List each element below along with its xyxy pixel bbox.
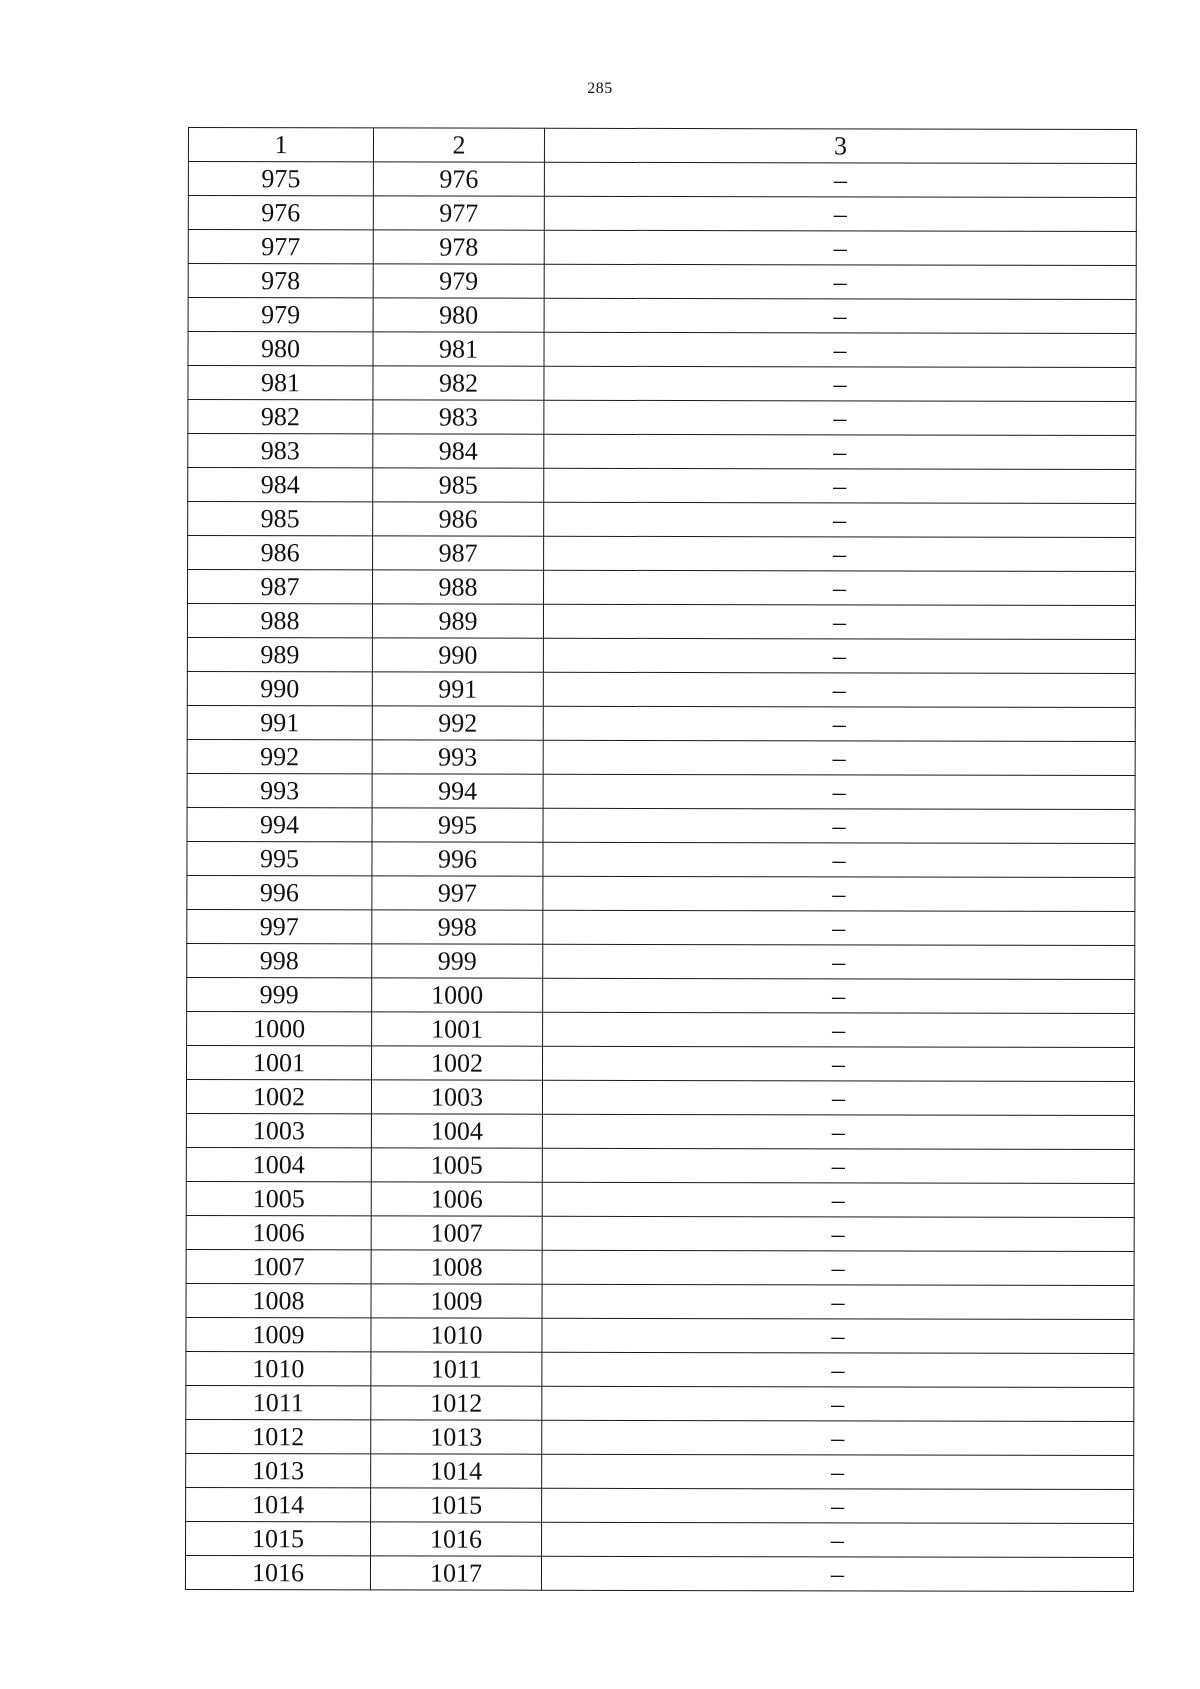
row-cell-col1: 996 bbox=[187, 875, 372, 909]
row-cell-col3: – bbox=[544, 298, 1136, 333]
row-cell-col1: 990 bbox=[187, 671, 372, 705]
row-cell-col1: 998 bbox=[187, 943, 372, 977]
row-cell-col2: 986 bbox=[373, 502, 544, 536]
page-number: 285 bbox=[587, 80, 613, 97]
row-cell-col1: 982 bbox=[188, 400, 373, 434]
table-row bbox=[186, 1215, 1134, 1251]
row-cell-col1: 1010 bbox=[186, 1351, 371, 1385]
table-row bbox=[188, 468, 1136, 504]
table-row bbox=[186, 1453, 1134, 1489]
row-cell-col2: 977 bbox=[373, 196, 544, 230]
row-cell-col2: 1008 bbox=[371, 1250, 542, 1284]
table-body bbox=[185, 128, 1136, 1592]
row-cell-col3: – bbox=[544, 570, 1136, 605]
row-cell-col1: 999 bbox=[187, 977, 372, 1011]
row-cell-col3: – bbox=[542, 1522, 1134, 1557]
table-row bbox=[188, 400, 1136, 436]
table-row bbox=[186, 1521, 1134, 1557]
row-cell-col3: – bbox=[544, 400, 1136, 435]
row-cell-col3: – bbox=[544, 332, 1136, 367]
table-row bbox=[188, 162, 1136, 198]
row-cell-col1: 1015 bbox=[186, 1521, 371, 1555]
row-cell-col1: 975 bbox=[188, 162, 373, 196]
row-cell-col1: 1016 bbox=[185, 1555, 370, 1589]
table-row bbox=[186, 1147, 1134, 1183]
row-cell-col2: 1014 bbox=[371, 1454, 542, 1488]
table-row bbox=[186, 1351, 1134, 1387]
row-cell-col2: 1006 bbox=[371, 1182, 542, 1216]
row-cell-col3: – bbox=[542, 1420, 1134, 1455]
table-row bbox=[186, 1181, 1134, 1217]
row-cell-col1: 985 bbox=[188, 502, 373, 536]
row-cell-col1: 989 bbox=[187, 637, 372, 671]
row-cell-col1: 1003 bbox=[186, 1113, 371, 1147]
row-cell-col3: – bbox=[542, 1488, 1134, 1523]
table-row bbox=[188, 366, 1136, 402]
row-cell-col2: 989 bbox=[372, 604, 543, 638]
row-cell-col1: 984 bbox=[188, 468, 373, 502]
row-cell-col1: 976 bbox=[188, 196, 373, 230]
table-row bbox=[187, 604, 1135, 640]
table-row bbox=[186, 1317, 1134, 1353]
row-cell-col1: 983 bbox=[188, 434, 373, 468]
row-cell-col1: 991 bbox=[187, 705, 372, 739]
row-cell-col1: 1004 bbox=[186, 1147, 371, 1181]
row-cell-col3: – bbox=[543, 774, 1135, 809]
row-cell-col2: 987 bbox=[373, 536, 544, 570]
row-cell-col1: 980 bbox=[188, 332, 373, 366]
row-cell-col2: 985 bbox=[373, 468, 544, 502]
table-row bbox=[187, 875, 1135, 911]
row-cell-col1: 1012 bbox=[186, 1419, 371, 1453]
row-cell-col3: – bbox=[543, 604, 1135, 639]
row-cell-col2: 1010 bbox=[371, 1318, 542, 1352]
row-cell-col1: 1002 bbox=[186, 1079, 371, 1113]
row-cell-col2: 994 bbox=[372, 774, 543, 808]
row-cell-col2: 1007 bbox=[371, 1216, 542, 1250]
row-cell-col2: 1011 bbox=[371, 1352, 542, 1386]
row-cell-col2: 997 bbox=[372, 876, 543, 910]
row-cell-col1: 979 bbox=[188, 298, 373, 332]
row-cell-col3: – bbox=[542, 1148, 1134, 1183]
table-row bbox=[188, 230, 1136, 266]
row-cell-col3: – bbox=[544, 264, 1136, 299]
table-row bbox=[186, 1079, 1134, 1115]
table-row bbox=[188, 332, 1136, 368]
row-cell-col1: 1008 bbox=[186, 1283, 371, 1317]
row-cell-col1: 987 bbox=[188, 570, 373, 604]
row-cell-col2: 990 bbox=[372, 638, 543, 672]
row-cell-col1: 1007 bbox=[186, 1249, 371, 1283]
row-cell-col1: 986 bbox=[188, 536, 373, 570]
header-row bbox=[188, 128, 1136, 164]
row-cell-col3: – bbox=[543, 842, 1135, 877]
row-cell-col3: – bbox=[543, 740, 1135, 775]
row-cell-col3: – bbox=[544, 162, 1136, 197]
row-cell-col3: – bbox=[543, 876, 1135, 911]
row-cell-col3: – bbox=[543, 638, 1135, 673]
header-cell-col3: 3 bbox=[544, 128, 1136, 163]
row-cell-col3: – bbox=[543, 672, 1135, 707]
row-cell-col1: 1006 bbox=[186, 1215, 371, 1249]
row-cell-col1: 981 bbox=[188, 366, 373, 400]
table-row bbox=[186, 1419, 1134, 1455]
row-cell-col2: 1009 bbox=[371, 1284, 542, 1318]
row-cell-col1: 1014 bbox=[186, 1487, 371, 1521]
row-cell-col2: 1003 bbox=[371, 1080, 542, 1114]
row-cell-col3: – bbox=[543, 978, 1135, 1013]
data-table bbox=[185, 127, 1137, 1592]
table-row bbox=[186, 1487, 1134, 1523]
table-row bbox=[187, 841, 1135, 877]
table-row bbox=[187, 909, 1135, 945]
row-cell-col3: – bbox=[544, 196, 1136, 231]
row-cell-col1: 1001 bbox=[187, 1045, 372, 1079]
table-row bbox=[187, 977, 1135, 1013]
row-cell-col3: – bbox=[543, 808, 1135, 843]
row-cell-col1: 1009 bbox=[186, 1317, 371, 1351]
table-row bbox=[186, 1113, 1134, 1149]
row-cell-col2: 1015 bbox=[371, 1488, 542, 1522]
row-cell-col2: 980 bbox=[373, 298, 544, 332]
row-cell-col3: – bbox=[544, 502, 1136, 537]
row-cell-col2: 988 bbox=[373, 570, 544, 604]
row-cell-col2: 1001 bbox=[372, 1012, 543, 1046]
row-cell-col2: 996 bbox=[372, 842, 543, 876]
table-row bbox=[186, 1283, 1134, 1319]
row-cell-col3: – bbox=[542, 1386, 1134, 1421]
row-cell-col3: – bbox=[542, 1352, 1134, 1387]
row-cell-col3: – bbox=[543, 1046, 1135, 1081]
table-row bbox=[188, 434, 1136, 470]
row-cell-col2: 998 bbox=[372, 910, 543, 944]
table-row bbox=[188, 298, 1136, 334]
table-row bbox=[187, 1011, 1135, 1047]
row-cell-col2: 999 bbox=[372, 944, 543, 978]
row-cell-col2: 1000 bbox=[372, 978, 543, 1012]
row-cell-col3: – bbox=[544, 366, 1136, 401]
row-cell-col2: 1013 bbox=[371, 1420, 542, 1454]
row-cell-col2: 1004 bbox=[371, 1114, 542, 1148]
row-cell-col3: – bbox=[541, 1556, 1133, 1591]
row-cell-col1: 994 bbox=[187, 807, 372, 841]
row-cell-col1: 995 bbox=[187, 841, 372, 875]
table-row bbox=[187, 637, 1135, 673]
row-cell-col3: – bbox=[542, 1284, 1134, 1319]
row-cell-col1: 1000 bbox=[187, 1011, 372, 1045]
row-cell-col1: 993 bbox=[187, 773, 372, 807]
row-cell-col3: – bbox=[543, 944, 1135, 979]
row-cell-col2: 1005 bbox=[371, 1148, 542, 1182]
table-row bbox=[188, 536, 1136, 572]
table-row bbox=[186, 1249, 1134, 1285]
row-cell-col1: 1013 bbox=[186, 1453, 371, 1487]
row-cell-col2: 992 bbox=[372, 706, 543, 740]
row-cell-col3: – bbox=[543, 910, 1135, 945]
table-row bbox=[187, 807, 1135, 843]
row-cell-col1: 978 bbox=[188, 264, 373, 298]
table-row bbox=[188, 502, 1136, 538]
table-row bbox=[188, 264, 1136, 300]
row-cell-col2: 978 bbox=[373, 230, 544, 264]
table-row bbox=[188, 196, 1136, 232]
table-row bbox=[187, 773, 1135, 809]
header-cell-col1: 1 bbox=[188, 128, 373, 162]
row-cell-col3: – bbox=[544, 468, 1136, 503]
row-cell-col2: 981 bbox=[373, 332, 544, 366]
row-cell-col3: – bbox=[542, 1454, 1134, 1489]
row-cell-col2: 1017 bbox=[370, 1556, 541, 1590]
row-cell-col3: – bbox=[543, 1012, 1135, 1047]
row-cell-col1: 977 bbox=[188, 230, 373, 264]
row-cell-col2: 1002 bbox=[372, 1046, 543, 1080]
row-cell-col1: 988 bbox=[187, 604, 372, 638]
row-cell-col2: 993 bbox=[372, 740, 543, 774]
row-cell-col3: – bbox=[544, 434, 1136, 469]
table-row bbox=[185, 1555, 1133, 1591]
row-cell-col1: 997 bbox=[187, 909, 372, 943]
header-cell-col2: 2 bbox=[373, 128, 544, 162]
row-cell-col2: 995 bbox=[372, 808, 543, 842]
row-cell-col3: – bbox=[543, 706, 1135, 741]
row-cell-col2: 983 bbox=[373, 400, 544, 434]
row-cell-col3: – bbox=[542, 1080, 1134, 1115]
table-row bbox=[187, 705, 1135, 741]
row-cell-col3: – bbox=[542, 1182, 1134, 1217]
table-row bbox=[187, 1045, 1135, 1081]
row-cell-col2: 976 bbox=[373, 162, 544, 196]
row-cell-col1: 992 bbox=[187, 739, 372, 773]
table-row bbox=[187, 943, 1135, 979]
row-cell-col2: 1016 bbox=[371, 1522, 542, 1556]
table-row bbox=[187, 671, 1135, 707]
table-row bbox=[186, 1385, 1134, 1421]
row-cell-col1: 1011 bbox=[186, 1385, 371, 1419]
row-cell-col3: – bbox=[542, 1250, 1134, 1285]
row-cell-col2: 1012 bbox=[371, 1386, 542, 1420]
row-cell-col3: – bbox=[544, 230, 1136, 265]
row-cell-col3: – bbox=[542, 1216, 1134, 1251]
row-cell-col1: 1005 bbox=[186, 1181, 371, 1215]
row-cell-col3: – bbox=[542, 1318, 1134, 1353]
row-cell-col2: 982 bbox=[373, 366, 544, 400]
table-row bbox=[187, 739, 1135, 775]
table-row bbox=[188, 570, 1136, 606]
row-cell-col3: – bbox=[544, 536, 1136, 571]
row-cell-col2: 984 bbox=[373, 434, 544, 468]
row-cell-col3: – bbox=[542, 1114, 1134, 1149]
row-cell-col2: 991 bbox=[372, 672, 543, 706]
row-cell-col2: 979 bbox=[373, 264, 544, 298]
